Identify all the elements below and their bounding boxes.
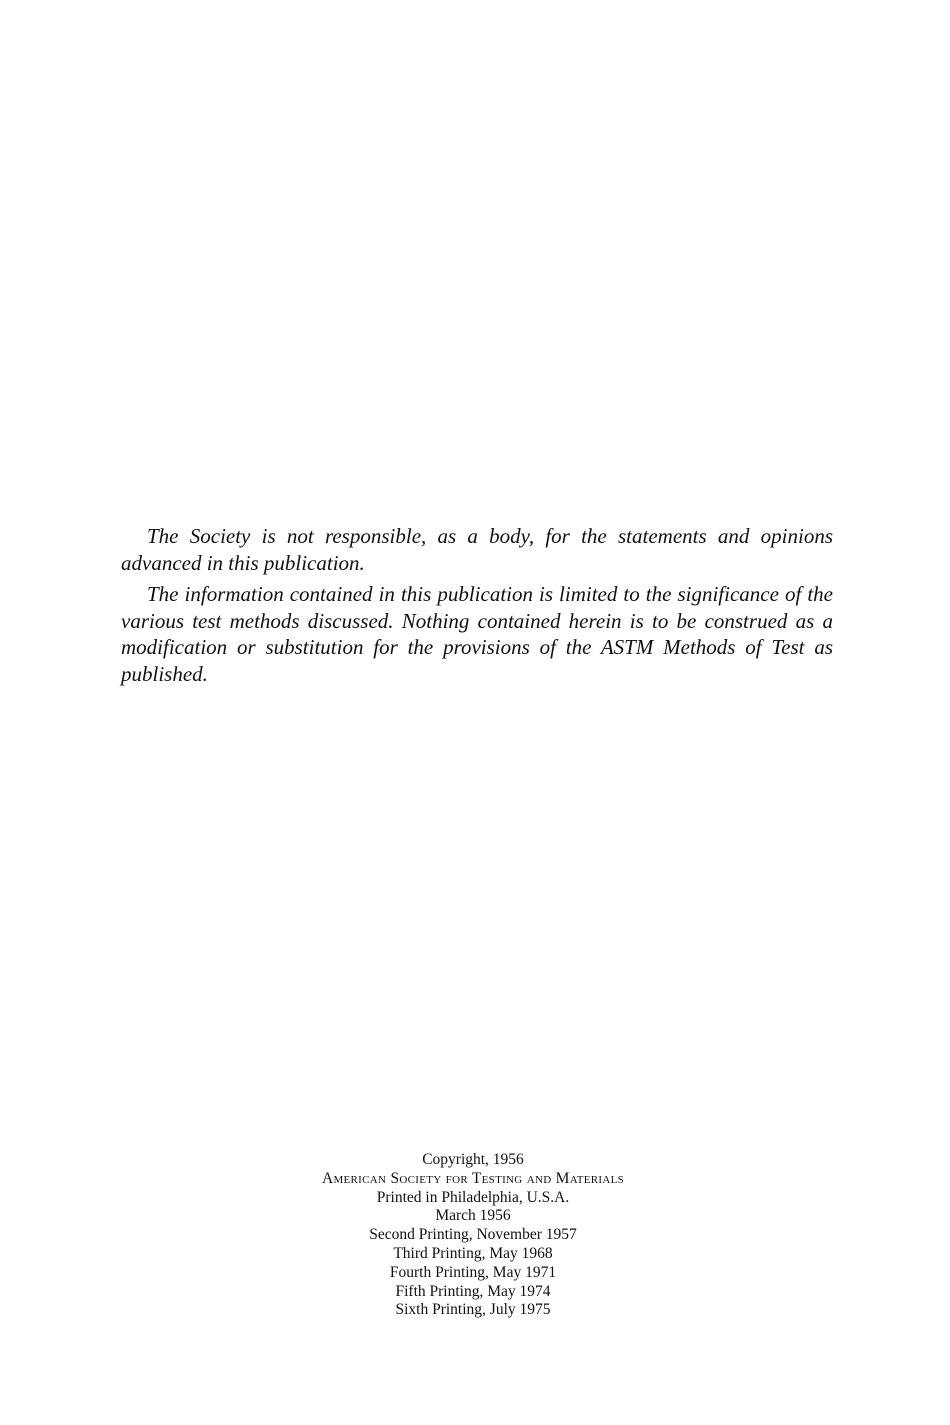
publisher-name: American Society for Testing and Materials: [321, 1169, 625, 1187]
disclaimer-paragraph-responsibility: The Society is not responsible, as a body, for the statements and opinions advanced in this publication.: [121, 524, 833, 575]
publication-date: March 1956: [435, 1207, 511, 1225]
disclaimer-paragraph-information: The information contained in this publication is limited to the significance of the various test methods discussed. Nothing contained herein is to be construed as a modification or substitution for the provisions of the ASTM Methods of Test as published.: [121, 582, 833, 686]
disclaimer-notice: [121, 523, 833, 692]
copyright-line: Copyright, 1956: [422, 1151, 524, 1168]
printing-line: Fifth Printing, May 1974: [395, 1282, 551, 1300]
printed-location: Printed in Philadelphia, U.S.A.: [376, 1188, 570, 1206]
copyright-imprint: [0, 1151, 946, 1320]
printing-line: Fourth Printing, May 1971: [389, 1263, 557, 1281]
printing-line: Third Printing, May 1968: [393, 1244, 553, 1262]
printing-line: Sixth Printing, July 1975: [395, 1301, 551, 1319]
printing-line: Second Printing, November 1957: [369, 1226, 577, 1244]
